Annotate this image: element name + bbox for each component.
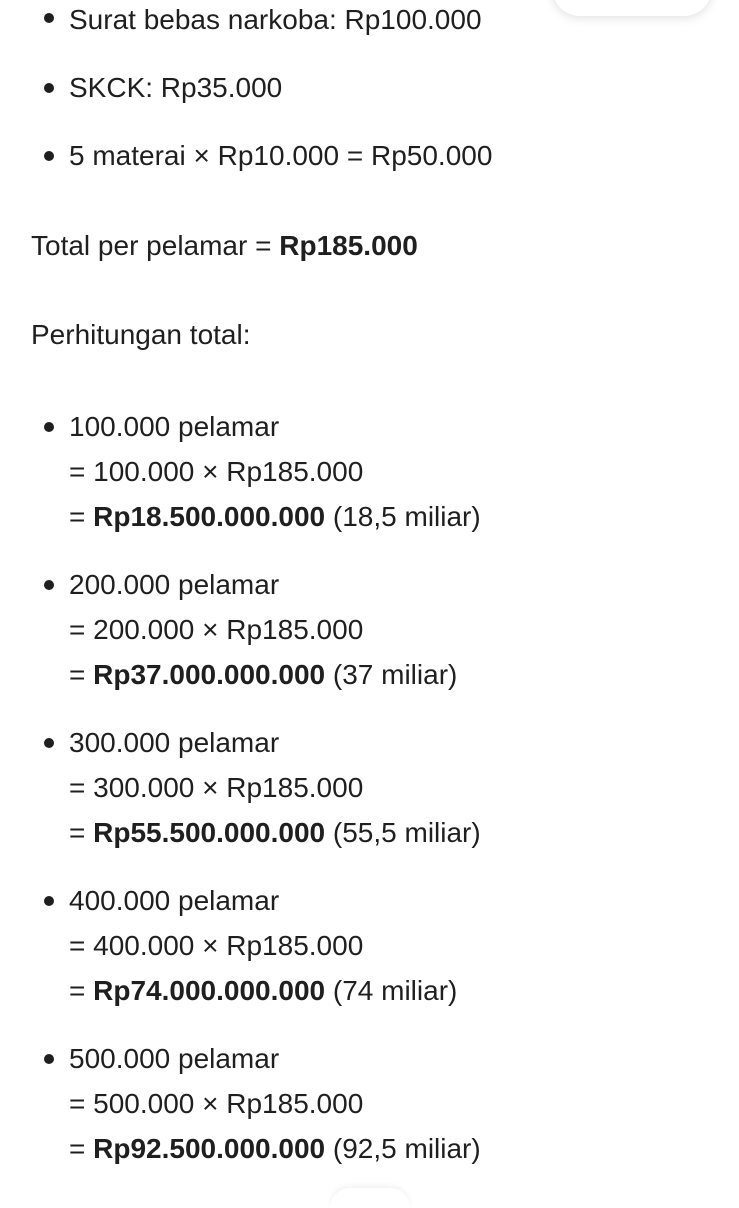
- equals-sign: =: [69, 817, 94, 848]
- bullet-icon: [44, 738, 54, 748]
- bullet-icon: [44, 896, 54, 906]
- applicant-count: 100.000 pelamar: [69, 411, 280, 442]
- applicant-count: 500.000 pelamar: [69, 1043, 280, 1074]
- calculation-heading: Perhitungan total:: [31, 319, 251, 350]
- scroll-button-edge[interactable]: [330, 1188, 410, 1208]
- total-label: Total per pelamar =: [31, 230, 280, 261]
- calculation-formula: = 500.000 × Rp185.000: [69, 1088, 364, 1119]
- calculation-formula: = 100.000 × Rp185.000: [69, 456, 364, 487]
- list-item: [31, 133, 492, 178]
- list-item-text: Surat bebas narkoba: Rp100.000: [69, 4, 482, 35]
- bullet-icon: [44, 1054, 54, 1064]
- result-value: Rp55.500.000.000: [93, 817, 326, 848]
- list-item: [31, 562, 481, 697]
- result-note: (37 miliar): [325, 659, 458, 690]
- calculation-result: [69, 494, 481, 539]
- result-note: (18,5 miliar): [325, 501, 481, 532]
- calculation-result: [69, 1126, 481, 1171]
- list-item: [31, 0, 492, 42]
- bullet-icon: [44, 83, 54, 93]
- result-value: Rp37.000.000.000: [93, 659, 326, 690]
- calculation-result: [69, 810, 481, 855]
- bullet-icon: [44, 422, 54, 432]
- list-item-text: SKCK: Rp35.000: [69, 72, 283, 103]
- calculation-formula: = 400.000 × Rp185.000: [69, 930, 364, 961]
- applicant-count: 300.000 pelamar: [69, 727, 280, 758]
- list-item: [31, 878, 481, 1013]
- result-value: Rp18.500.000.000: [93, 501, 326, 532]
- list-item: [31, 1036, 481, 1171]
- bullet-icon: [44, 580, 54, 590]
- list-item: [31, 720, 481, 855]
- list-item: [31, 65, 492, 110]
- equals-sign: =: [69, 659, 94, 690]
- requirements-list: [31, 0, 492, 201]
- result-value: Rp74.000.000.000: [93, 975, 326, 1006]
- calculation-formula: = 300.000 × Rp185.000: [69, 772, 364, 803]
- equals-sign: =: [69, 975, 94, 1006]
- floating-chip[interactable]: [552, 0, 712, 16]
- applicant-count: 400.000 pelamar: [69, 885, 280, 916]
- bullet-icon: [44, 151, 54, 161]
- total-value: Rp185.000: [279, 230, 418, 261]
- calculation-result: [69, 968, 481, 1013]
- equals-sign: =: [69, 1133, 94, 1164]
- equals-sign: =: [69, 501, 94, 532]
- list-item-text: 5 materai × Rp10.000 = Rp50.000: [69, 140, 493, 171]
- calculation-list: [31, 404, 481, 1194]
- result-note: (74 miliar): [325, 975, 458, 1006]
- calculation-result: [69, 652, 481, 697]
- total-per-applicant: [31, 223, 418, 268]
- bullet-icon: [44, 13, 54, 23]
- result-note: (55,5 miliar): [325, 817, 481, 848]
- list-item: [31, 404, 481, 539]
- result-note: (92,5 miliar): [325, 1133, 481, 1164]
- calculation-formula: = 200.000 × Rp185.000: [69, 614, 364, 645]
- result-value: Rp92.500.000.000: [93, 1133, 326, 1164]
- applicant-count: 200.000 pelamar: [69, 569, 280, 600]
